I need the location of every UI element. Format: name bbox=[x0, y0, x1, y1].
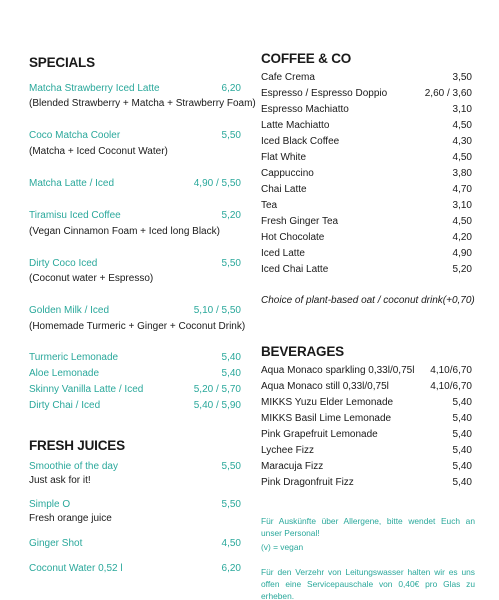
item-price: 4,90 bbox=[452, 248, 472, 259]
fresh-juices-title: FRESH JUICES bbox=[29, 438, 125, 453]
menu-item bbox=[261, 231, 472, 244]
menu-item bbox=[29, 177, 241, 190]
item-name: Latte Machiatto bbox=[261, 120, 330, 131]
item-name: Ginger Shot bbox=[29, 538, 83, 549]
item-price: 5,20 / 5,70 bbox=[193, 384, 241, 395]
item-price: 5,40 bbox=[452, 397, 472, 408]
item-name: MIKKS Yuzu Elder Lemonade bbox=[261, 397, 394, 408]
item-price: 5,20 bbox=[452, 264, 472, 275]
menu-item bbox=[261, 428, 472, 441]
menu-item bbox=[261, 396, 472, 409]
menu-item bbox=[261, 412, 472, 425]
item-description: (Coconut water + Espresso) bbox=[29, 273, 154, 284]
menu-item bbox=[261, 444, 472, 457]
item-price: 5,40 / 5,90 bbox=[193, 400, 241, 411]
item-description: (Matcha + Iced Coconut Water) bbox=[29, 146, 168, 157]
item-name: Pink Grapefruit Lemonade bbox=[261, 429, 378, 440]
menu-item bbox=[29, 399, 241, 412]
item-price: 4,10/6,70 bbox=[430, 365, 472, 376]
menu-item bbox=[29, 304, 241, 317]
item-name: Iced Chai Latte bbox=[261, 264, 329, 275]
item-name: Maracuja Fizz bbox=[261, 461, 324, 472]
item-price: 5,50 bbox=[221, 258, 241, 269]
item-name: Turmeric Lemonade bbox=[29, 352, 119, 363]
menu-item bbox=[29, 383, 241, 396]
menu-item bbox=[261, 247, 472, 260]
menu-item bbox=[261, 215, 472, 228]
menu-item bbox=[261, 135, 472, 148]
menu-item bbox=[261, 103, 472, 116]
item-price: 5,40 bbox=[452, 477, 472, 488]
menu-item bbox=[261, 199, 472, 212]
item-price: 5,40 bbox=[452, 413, 472, 424]
item-price: 2,60 / 3,60 bbox=[424, 88, 472, 99]
allergen-note: Für Auskünfte über Allergene, bitte wendet Euch an unser Personal! bbox=[261, 516, 475, 538]
item-name: Lychee Fizz bbox=[261, 445, 314, 456]
menu-item bbox=[29, 351, 241, 364]
menu-item bbox=[29, 498, 241, 511]
menu-item bbox=[261, 460, 472, 473]
item-name: Pink Dragonfruit Fizz bbox=[261, 477, 354, 488]
item-price: 6,20 bbox=[221, 83, 241, 94]
option-price: (+0,70) bbox=[442, 295, 475, 306]
item-name: Iced Black Coffee bbox=[261, 136, 340, 147]
menu-item bbox=[29, 562, 241, 575]
item-price: 4,10/6,70 bbox=[430, 381, 472, 392]
item-name: Smoothie of the day bbox=[29, 461, 118, 472]
item-price: 4,30 bbox=[452, 136, 472, 147]
item-name: Espresso / Espresso Doppio bbox=[261, 88, 388, 99]
item-price: 3,10 bbox=[452, 200, 472, 211]
item-price: 6,20 bbox=[221, 563, 241, 574]
item-name: Coconut Water 0,52 l bbox=[29, 563, 123, 574]
item-price: 5,20 bbox=[221, 210, 241, 221]
item-name: Matcha Latte / Iced bbox=[29, 178, 115, 189]
item-price: 5,40 bbox=[452, 429, 472, 440]
menu-item bbox=[261, 151, 472, 164]
item-price: 4,90 / 5,50 bbox=[193, 178, 241, 189]
menu-item bbox=[261, 167, 472, 180]
item-name: Iced Latte bbox=[261, 248, 305, 259]
vegan-legend: (v) = vegan bbox=[261, 542, 304, 552]
item-price: 5,40 bbox=[221, 352, 241, 363]
menu-item bbox=[261, 476, 472, 489]
item-price: 3,80 bbox=[452, 168, 472, 179]
menu-item bbox=[29, 537, 241, 550]
menu-item bbox=[29, 367, 241, 380]
item-name: Cafe Crema bbox=[261, 72, 315, 83]
item-name: Simple O bbox=[29, 499, 71, 510]
menu-item bbox=[261, 119, 472, 132]
item-price: 3,10 bbox=[452, 104, 472, 115]
item-name: Aqua Monaco sparkling 0,33l/0,75l bbox=[261, 365, 415, 376]
item-name: Skinny Vanilla Latte / Iced bbox=[29, 384, 144, 395]
menu-item bbox=[261, 380, 472, 393]
item-name: Golden Milk / Iced bbox=[29, 305, 110, 316]
item-price: 5,40 bbox=[221, 368, 241, 379]
item-price: 3,50 bbox=[452, 72, 472, 83]
item-price: 5,50 bbox=[221, 499, 241, 510]
item-name: Aloe Lemonade bbox=[29, 368, 100, 379]
menu-item bbox=[261, 263, 472, 276]
item-description: Fresh orange juice bbox=[29, 513, 112, 524]
item-name: Dirty Chai / Iced bbox=[29, 400, 101, 411]
menu-item bbox=[261, 71, 472, 84]
item-name: Matcha Strawberry Iced Latte bbox=[29, 83, 160, 94]
beverages-title: BEVERAGES bbox=[261, 344, 344, 359]
item-name: Chai Latte bbox=[261, 184, 307, 195]
item-price: 4,50 bbox=[452, 120, 472, 131]
plant-based-option bbox=[261, 294, 475, 307]
option-label: Choice of plant-based oat / coconut drink bbox=[261, 295, 443, 306]
item-price: 4,70 bbox=[452, 184, 472, 195]
item-price: 5,40 bbox=[452, 461, 472, 472]
menu-item bbox=[29, 129, 241, 142]
item-description: (Vegan Cinnamon Foam + Iced long Black) bbox=[29, 226, 220, 237]
item-price: 4,50 bbox=[452, 152, 472, 163]
coffee-title: COFFEE & CO bbox=[261, 51, 352, 66]
menu-item bbox=[261, 364, 472, 377]
item-name: MIKKS Basil Lime Lemonade bbox=[261, 413, 392, 424]
menu-item bbox=[29, 209, 241, 222]
item-name: Cappuccino bbox=[261, 168, 314, 179]
item-name: Flat White bbox=[261, 152, 307, 163]
menu-item bbox=[29, 82, 241, 95]
item-price: 4,50 bbox=[221, 538, 241, 549]
item-price: 4,20 bbox=[452, 232, 472, 243]
item-name: Tiramisu Iced Coffee bbox=[29, 210, 121, 221]
menu-item bbox=[29, 460, 241, 473]
item-name: Hot Chocolate bbox=[261, 232, 325, 243]
item-description: Just ask for it! bbox=[29, 475, 91, 486]
menu-item bbox=[261, 183, 472, 196]
item-price: 4,50 bbox=[452, 216, 472, 227]
item-description: (Homemade Turmeric + Ginger + Coconut Drink) bbox=[29, 321, 246, 332]
item-price: 5,50 bbox=[221, 130, 241, 141]
item-name: Aqua Monaco still 0,33l/0,75l bbox=[261, 381, 389, 392]
item-name: Coco Matcha Cooler bbox=[29, 130, 121, 141]
item-price: 5,10 / 5,50 bbox=[193, 305, 241, 316]
item-name: Dirty Coco Iced bbox=[29, 258, 98, 269]
item-name: Tea bbox=[261, 200, 278, 211]
tap-water-note: Für den Verzehr von Leitungswasser halten wir es uns offen eine Servicepauschale von 0,40€ pro Glas zu erheben. bbox=[261, 567, 475, 600]
menu-item bbox=[29, 257, 241, 270]
specials-title: SPECIALS bbox=[29, 55, 95, 70]
item-price: 5,40 bbox=[452, 445, 472, 456]
item-name: Espresso Machiatto bbox=[261, 104, 349, 115]
menu-item bbox=[261, 87, 472, 100]
item-name: Fresh Ginger Tea bbox=[261, 216, 339, 227]
item-description: (Blended Strawberry + Matcha + Strawberry Foam) bbox=[29, 98, 256, 109]
item-price: 5,50 bbox=[221, 461, 241, 472]
